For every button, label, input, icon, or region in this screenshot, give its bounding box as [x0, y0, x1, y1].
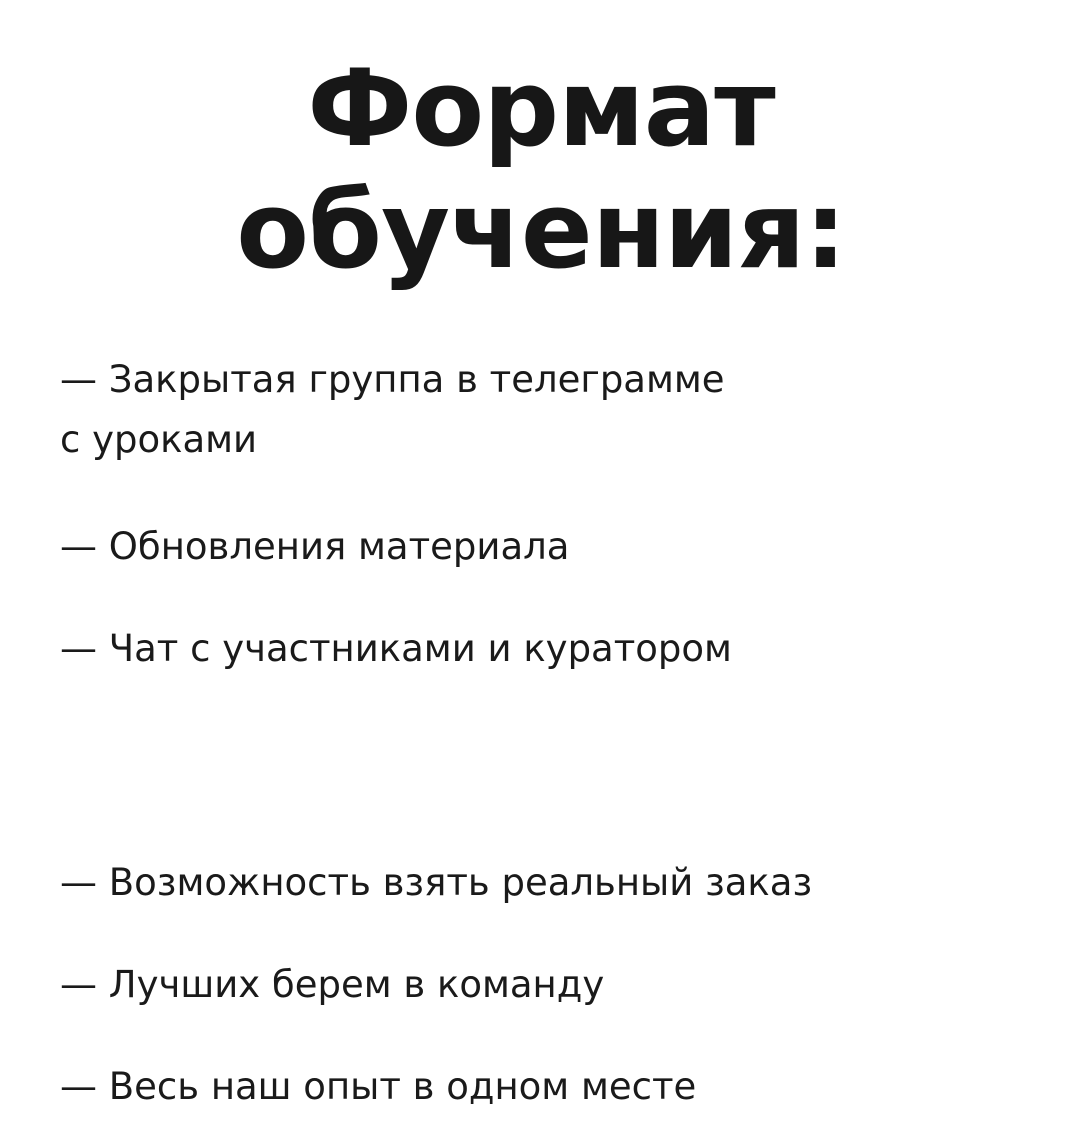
- list-item-text-continued: с уроками: [60, 418, 258, 461]
- list-item-closed-group: [60, 350, 725, 470]
- list-item-text: — Обновления материала: [60, 525, 570, 568]
- list-item-material-updates: [60, 517, 569, 577]
- page-title-line-2: обучения:: [236, 169, 846, 292]
- list-item-text: — Лучших берем в команду: [60, 963, 605, 1006]
- list-item-experience: [60, 1057, 696, 1117]
- page-title-line-1: Формат: [307, 47, 775, 170]
- list-item-best-to-team: [60, 955, 604, 1015]
- list-item-real-order: [60, 853, 812, 913]
- list-item-chat: [60, 619, 732, 679]
- list-item-text: — Весь наш опыт в одном месте: [60, 1065, 697, 1108]
- list-item-text: — Возможность взять реальный заказ: [60, 861, 813, 904]
- list-item-text: — Чат с участниками и куратором: [60, 627, 732, 670]
- list-item-text: — Закрытая группа в телеграмме: [60, 358, 725, 401]
- page-title: [0, 48, 1082, 292]
